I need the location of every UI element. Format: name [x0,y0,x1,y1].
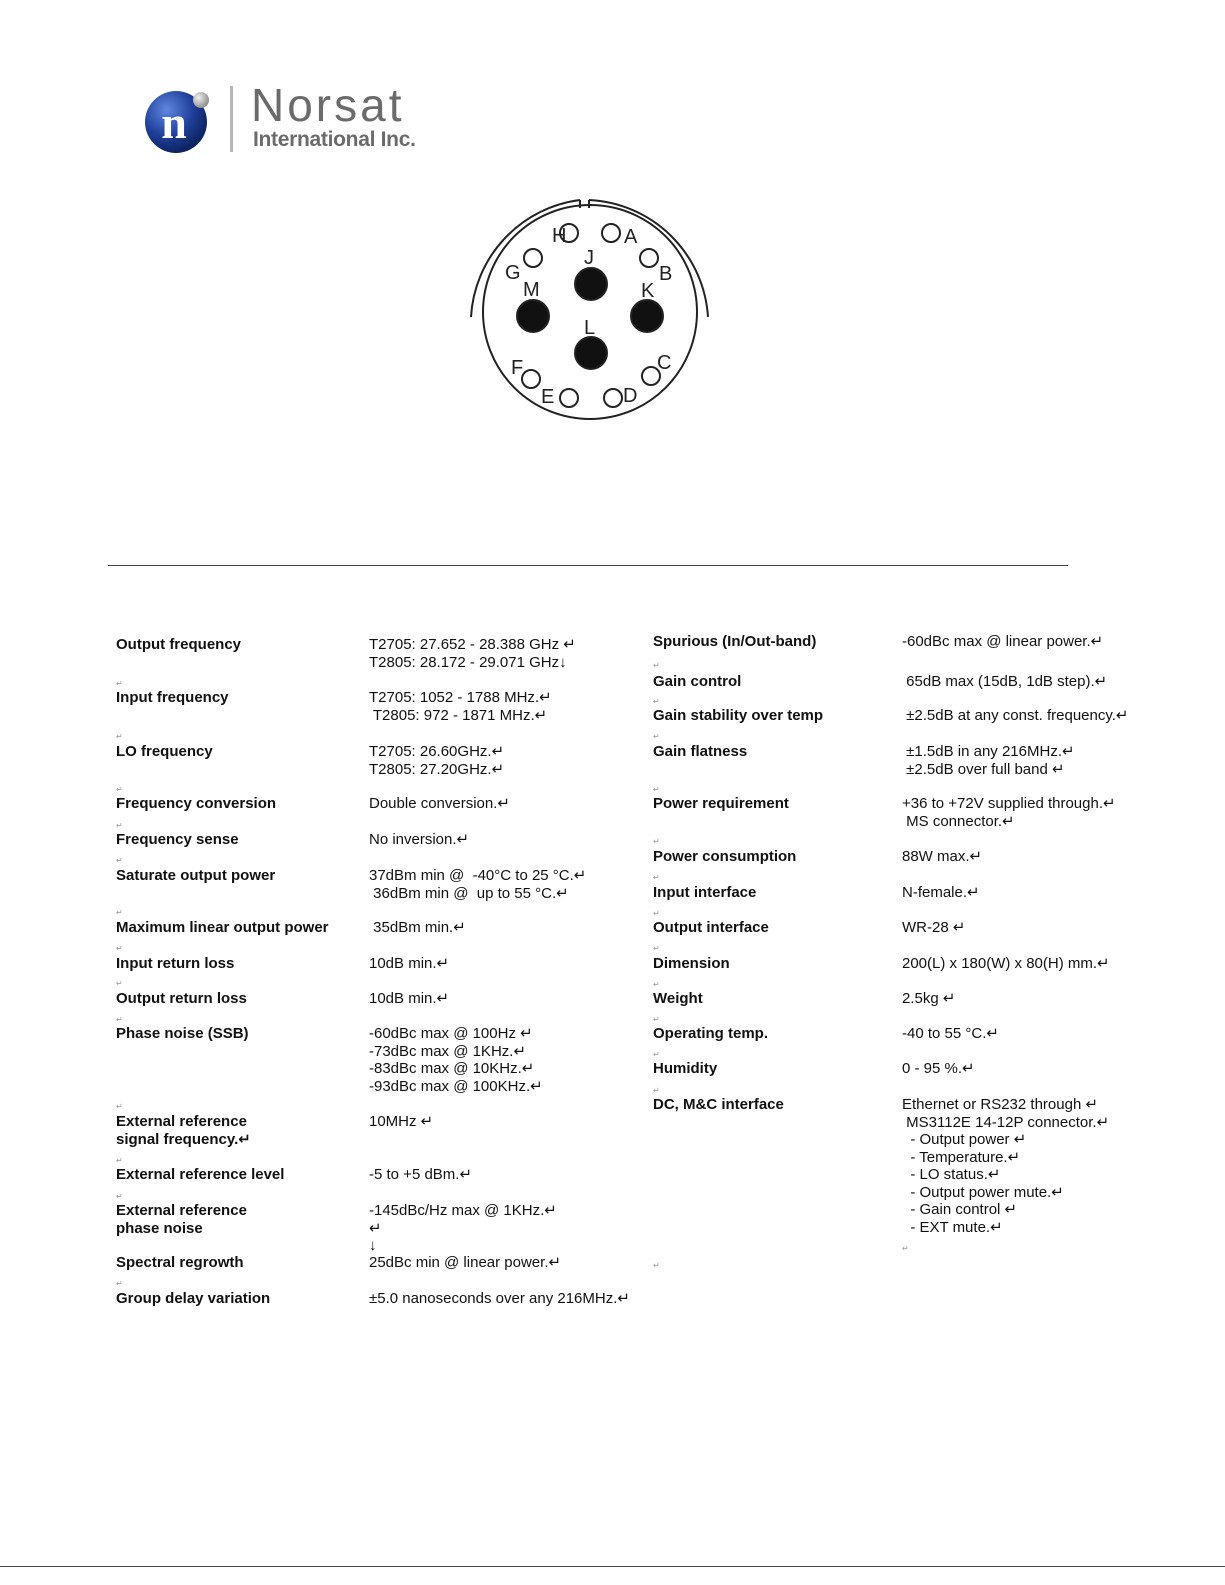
spec-value: +36 to +72V supplied through.↵ MS connector.↵ [902,795,1116,830]
spec-label: Dimension [653,955,730,972]
pin-label-e: E [541,386,555,408]
spec-value: ±2.5dB at any const. frequency.↵ [902,707,1129,724]
paragraph-mark: ↵ [653,661,660,670]
spec-value: Double conversion.↵ [369,795,510,812]
spec-label: Power consumption [653,848,797,865]
paragraph-mark: ↵ [902,1244,909,1253]
spec-value: N-female.↵ [902,884,980,901]
spec-label: Input return loss [116,955,235,972]
spec-label: Frequency sense [116,831,239,848]
paragraph-mark: ↵ [653,1086,660,1095]
spec-value: 0 - 95 %.↵ [902,1060,975,1077]
paragraph-mark: ↵ [653,909,660,918]
spec-label: Output return loss [116,990,247,1007]
paragraph-mark: ↵ [653,1261,660,1270]
spec-label: External reference phase noise [116,1202,247,1237]
spec-label: Power requirement [653,795,789,812]
spec-value: 88W max.↵ [902,848,983,865]
paragraph-mark: ↵ [116,1192,123,1201]
spec-label: Input frequency [116,689,229,706]
logo-divider [230,86,233,152]
spec-label: Gain control [653,673,742,690]
spec-label: Gain stability over temp [653,707,824,724]
paragraph-mark: ↵ [116,944,123,953]
spec-label: External reference signal frequency.↵ [116,1113,251,1148]
paragraph-mark: ↵ [116,785,123,794]
connector-pinout-diagram [463,195,713,430]
spec-label: Operating temp. [653,1025,769,1042]
spec-value: ±5.0 nanoseconds over any 216MHz.↵ [369,1290,630,1307]
spec-label: External reference level [116,1166,285,1183]
spec-label: Saturate output power [116,867,276,884]
spec-value: 200(L) x 180(W) x 80(H) mm.↵ [902,955,1110,972]
paragraph-mark: ↵ [653,980,660,989]
pin-label-l: L [584,317,596,339]
spec-value: T2705: 1052 - 1788 MHz.↵ T2805: 972 - 1871 MHz.↵ [369,689,552,724]
spec-label: Maximum linear output power [116,919,329,936]
spec-value: T2705: 27.652 - 28.388 GHz ↵ T2805: 28.172 - 29.071 GHz↓ [369,636,576,671]
paragraph-mark: ↵ [653,697,660,706]
paragraph-mark: ↵ [116,908,123,917]
pin-label-g: G [505,262,521,284]
pin-j [575,268,607,300]
spec-value: 25dBc min @ linear power.↵ [369,1254,562,1271]
pin-a [602,224,620,242]
pin-label-h: H [552,225,567,247]
pin-label-b: B [659,263,673,285]
spec-label: Phase noise (SSB) [116,1025,249,1042]
pin-k [631,300,663,332]
spec-value: 10dB min.↵ [369,990,450,1007]
spec-value: 10MHz ↵ [369,1113,434,1130]
company-logo [143,79,443,154]
pin-label-j: J [584,247,594,269]
spec-value: No inversion.↵ [369,831,470,848]
spec-label: Humidity [653,1060,718,1077]
spec-value: -60dBc max @ linear power.↵ [902,633,1104,650]
spec-label: LO frequency [116,743,213,760]
paragraph-mark: ↵ [116,1102,123,1111]
logo-mark-icon [143,86,211,154]
company-name: Norsat [251,79,405,131]
paragraph-mark: ↵ [116,679,123,688]
section-divider [108,565,1068,566]
spec-label: Input interface [653,884,757,901]
pin-m [517,300,549,332]
spec-value: 37dBm min @ -40°C to 25 °C.↵ 36dBm min @ up to 55 °C.↵ [369,867,587,902]
paragraph-mark: ↵ [653,785,660,794]
pin-l [575,337,607,369]
pin-label-a: A [624,226,638,248]
pin-b [640,249,658,267]
spec-value: WR-28 ↵ [902,919,966,936]
paragraph-mark: ↵ [653,1050,660,1059]
logo-letter: n [161,97,187,148]
spec-value: ±1.5dB in any 216MHz.↵ ±2.5dB over full band ↵ [906,743,1075,778]
pin-f [522,370,540,388]
paragraph-mark: ↵ [653,944,660,953]
paragraph-mark: ↵ [116,1156,123,1165]
pin-g [524,249,542,267]
pin-label-c: C [657,352,672,374]
paragraph-mark: ↵ [116,821,123,830]
company-subtitle: International Inc. [253,128,416,151]
paragraph-mark: ↵ [653,732,660,741]
spec-label: Frequency conversion [116,795,277,812]
spec-value: 65dB max (15dB, 1dB step).↵ [902,673,1108,690]
spec-value: 2.5kg ↵ [902,990,956,1007]
pin-d [604,389,622,407]
paragraph-mark: ↵ [653,837,660,846]
spec-value: 10dB min.↵ [369,955,450,972]
spec-label: Output frequency [116,636,242,653]
connector-face [483,205,697,419]
pin-e [560,389,578,407]
paragraph-mark: ↵ [116,1015,123,1024]
spec-label: Output interface [653,919,769,936]
spec-value: -40 to 55 °C.↵ [902,1025,999,1042]
footer-divider [0,1566,1225,1567]
paragraph-mark: ↵ [116,732,123,741]
spec-value: Ethernet or RS232 through ↵ MS3112E 14-12P connector.↵ - Output power ↵ - Temperature.↵ - LO status.↵ - Output power mute.↵ - Gain control ↵ - EXT mute.↵ [902,1096,1110,1236]
spec-label: Spurious (In/Out-band) [653,633,817,650]
spec-label: Spectral regrowth [116,1254,244,1271]
paragraph-mark: ↵ [116,1279,123,1288]
spec-value: 35dBm min.↵ [369,919,466,936]
pin-label-k: K [641,280,655,302]
paragraph-mark: ↵ [116,979,123,988]
spec-label: DC, M&C interface [653,1096,784,1113]
spec-value: -5 to +5 dBm.↵ [369,1166,473,1183]
paragraph-mark: ↵ [653,873,660,882]
spec-value: -60dBc max @ 100Hz ↵ -73dBc max @ 1KHz.↵ -83dBc max @ 10KHz.↵ -93dBc max @ 100KHz.↵ [369,1025,543,1095]
spec-value: -145dBc/Hz max @ 1KHz.↵ ↵ ↓ [369,1202,557,1254]
pin-label-m: M [523,279,540,301]
spec-label: Group delay variation [116,1290,271,1307]
paragraph-mark: ↵ [653,1015,660,1024]
spec-label: Gain flatness [653,743,748,760]
spec-value: T2705: 26.60GHz.↵ T2805: 27.20GHz.↵ [369,743,505,778]
spec-label: Weight [653,990,703,1007]
paragraph-mark: ↵ [116,856,123,865]
pin-label-f: F [511,357,524,379]
pin-label-d: D [623,385,638,407]
